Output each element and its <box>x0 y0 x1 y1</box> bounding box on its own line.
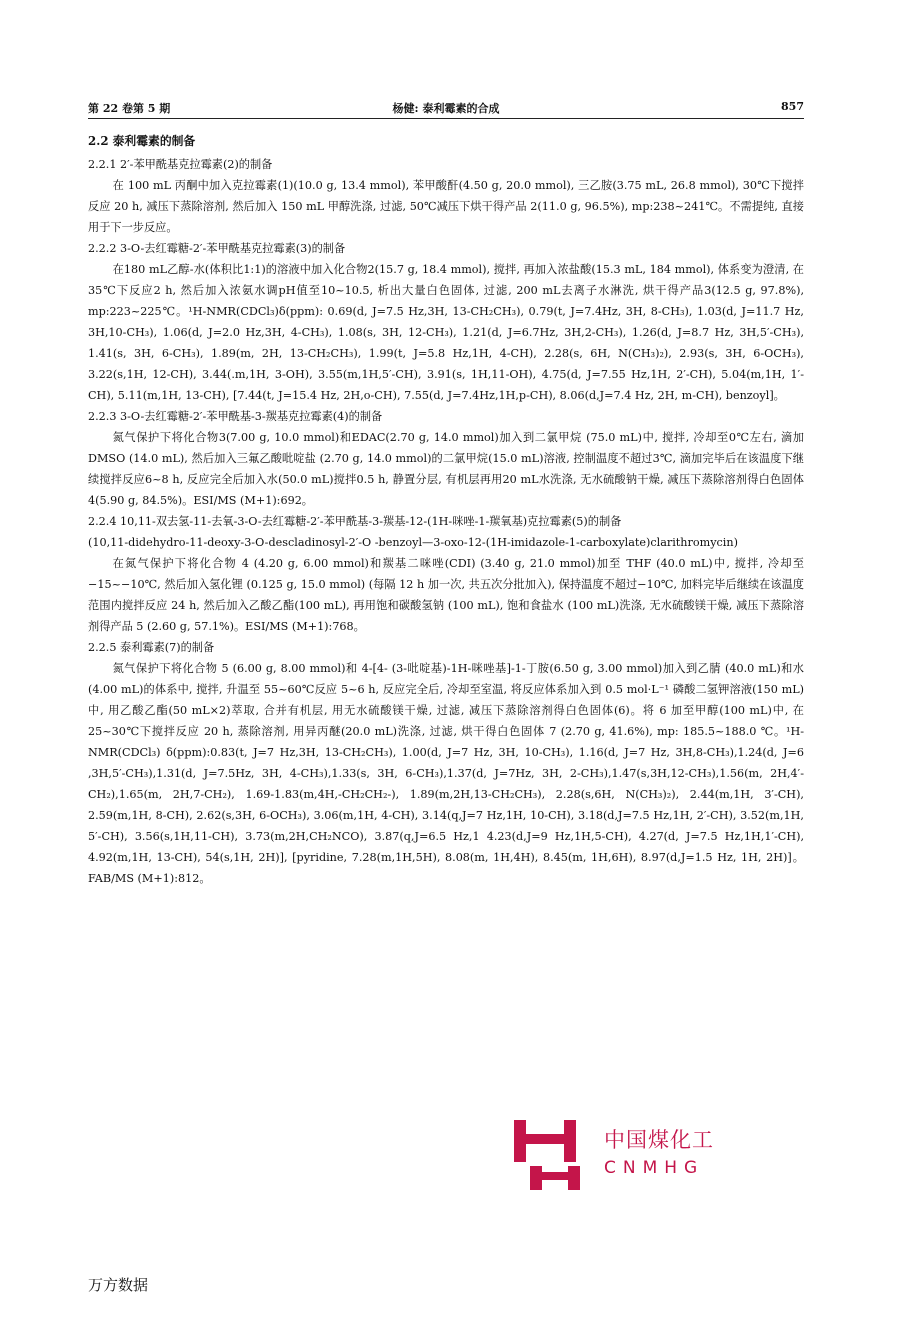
footer-source: 万方数据 <box>88 1276 149 1294</box>
subsection-heading-2-2-5: 2.2.5 泰利霉素(7)的制备 <box>88 641 215 654</box>
subsection-heading-2-2-2: 2.2.2 3-O-去红霉糖-2′-苯甲酰基克拉霉素(3)的制备 <box>88 242 346 255</box>
article-body <box>88 124 804 889</box>
journal-volume: 第 22 卷第 5 期 <box>88 102 171 115</box>
paragraph-2-2-5-main: 氮气保护下将化合物 5 (6.00 g, 8.00 mmol)和 4-[4- (3-吡啶基)-1H-咪唑基]-1-丁胺(6.50 g, 3.00 mmol)加入到乙腈 (40.0 mL)和水 (4.00 mL)的体系中, 搅拌, 升温至 55~60℃反应 5~6 h, 反应完全后, 冷却至室温, 将反应体系加入到 0.5 mol·L⁻¹ 磷酸二氢钾溶液(150 mL)中, 用乙酸乙酯(50 mL×2)萃取, 合并有机层, 用无水硫酸镁干燥, 过滤, 减压下蒸除溶剂得白色固体(6)。将 6 加至甲醇(100 mL)中, 在 25~30℃下搅拌反应 20 h, 蒸除溶剂, 用异丙醚(20.0 mL)洗涤, 过滤, 烘干得白色固体 7 (2.70 g, 41.6%), mp: 185.5~188.0 ℃。¹H-NMR(CDCl₃) δ(ppm):0.83(t, J=7 Hz,3H, 13-CH₂CH₃), 1.00(d, J=7 Hz, 3H, 10-CH₃), 1.16(d, J=7 Hz, 3H,8-CH₃),1.24(d, J=6 ,3H,5′-CH₃),1.31(d, J=7.5Hz, 3H, 4-CH₃),1.33(s, 3H, 6-CH₃),1.37(d, J=7Hz, 3H, 2-CH₃),1.47(s,3H,12-CH₃),1.56(m, 2H,4′-CH₂),1.65(m, 2H,7-CH₂), 1.69-1.83(m,4H,-CH₂CH₂-), 1.89(m,2H,13-CH₂CH₃), 2.28(s,6H, N(CH₃)₂), 2.44(m,1H, 3′-CH), 2.59(m,1H, 8-CH), 2.62(s,3H, 6-OCH₃), 3.06(m,1H, 4-CH), 3.14(q,J=7 Hz,1H, 10-CH), 3.18(d,J=7.5 Hz,1H, 2′-CH), 3.52(m,1H, 5′-CH), 3.56(s,1H,11-CH), 3.73(m,2H,CH₂NCO), 3.87(q,J=6.5 Hz,1 <box>88 662 804 843</box>
subsection-heading-2-2-3: 2.2.3 3-O-去红霉糖-2′-苯甲酰基-3-羰基克拉霉素(4)的制备 <box>88 410 383 423</box>
paragraph-2-2-3: 氮气保护下将化合物3(7.00 g, 10.0 mmol)和EDAC(2.70 g, 14.0 mmol)加入到二氯甲烷 (75.0 mL)中, 搅拌, 冷却至0℃左右, 滴加DMSO (14.0 mL), 然后加入三氟乙酸吡啶盐 (2.70 g, 14.0 mmol)的二氯甲烷(15.0 mL)溶液, 控制温度不超过3℃, 滴加完毕后在该温度下继续搅拌反应6~8 h, 反应完全后加入水(50.0 mL)搅拌0.5 h, 静置分层, 有机层再用20 mL水洗涤, 无水硫酸钠干燥, 减压下蒸除溶剂得白色固体4(5.90 g, 84.5%)。ESI/MS (M+1):692。 <box>88 431 804 507</box>
watermark-logo <box>506 1118 746 1192</box>
watermark-mark-icon <box>506 1120 596 1190</box>
section-heading: 2.2 泰利霉素的制备 <box>88 134 196 148</box>
subsection-heading-2-2-4-english: (10,11-didehydro-11-deoxy-3-O-descladinosyl-2′-O -benzoyl—3-oxo-12-(1H-imidazole-1-carboxylate)clarithromycin) <box>88 536 738 549</box>
paragraph-2-2-4: 在氮气保护下将化合物 4 (4.20 g, 6.00 mmol)和羰基二咪唑(CDI) (3.40 g, 21.0 mmol)加至 THF (40.0 mL)中, 搅拌, 冷却至−15~−10℃, 然后加入氢化锂 (0.125 g, 15.0 mmol) (每隔 12 h 加一次, 共五次分批加入), 保持温度不超过−10℃, 加料完毕后继续在该温度范围内搅拌反应 24 h, 然后加入乙酸乙酯(100 mL), 再用饱和碳酸氢钠 (100 mL), 饱和食盐水 (100 mL)洗涤, 无水硫酸镁干燥, 减压下蒸除溶剂得产品 5 (2.60 g, 57.1%)。ESI/MS (M+1):768。 <box>88 557 804 633</box>
watermark-text-cn: 中国煤化工 <box>604 1128 714 1152</box>
watermark-text-en: CNMHG <box>604 1158 705 1178</box>
paragraph-2-2-5-tail: 4.23(d,J=9 Hz,1H,5-CH), 4.27(d, J=7.5 Hz,1H,1′-CH), 4.92(m,1H, 13-CH), 54(s,1H, 2H)], [pyridine, 7.28(m,1H,5H), 8.08(m, 1H,4H), 8.45(m, 1H,6H), 8.97(d,J=1.5 Hz, 1H, 2H)]。FAB/MS (M+1):812。 <box>88 830 805 885</box>
article-running-title: 杨健: 泰利霉素的合成 <box>392 102 500 115</box>
paragraph-2-2-1: 在 100 mL 丙酮中加入克拉霉素(1)(10.0 g, 13.4 mmol), 苯甲酸酐(4.50 g, 20.0 mmol), 三乙胺(3.75 mL, 26.8 mmol), 30℃下搅拌反应 20 h, 减压下蒸除溶剂, 然后加入 150 mL 甲醇洗涤, 过滤, 50℃减压下烘干得产品 2(11.0 g, 96.5%), mp:238~241℃。不需提纯, 直接用于下一步反应。 <box>88 179 804 234</box>
page-number: 857 <box>781 100 804 113</box>
paragraph-2-2-2: 在180 mL乙醇-水(体积比1:1)的溶液中加入化合物2(15.7 g, 18.4 mmol), 搅拌, 再加入浓盐酸(15.3 mL, 184 mmol), 体系变为澄清, 在35℃下反应2 h, 然后加入浓氨水调pH值至10~10.5, 析出大量白色固体, 过滤, 200 mL去离子水淋洗, 烘干得产品3(12.5 g, 97.8%), mp:223~225℃。¹H-NMR(CDCl₃)δ(ppm): 0.69(d, J=7.5 Hz,3H, 13-CH₂CH₃), 0.79(t, J=7.4Hz, 3H, 8-CH₃), 1.03(d, J=11.7 Hz, 3H,10-CH₃), 1.06(d, J=2.0 Hz,3H, 4-CH₃), 1.08(s, 3H, 12-CH₃), 1.21(d, J=6.7Hz, 3H,2-CH₃), 1.26(d, J=8.7 Hz, 3H,5′-CH₃), 1.41(s, 3H, 6-CH₃), 1.89(m, 2H, 13-CH₂CH₃), 1.99(t, J=5.8 Hz,1H, 4-CH), 2.28(s, 6H, N(CH₃)₂), 2.93(s, 3H, 6-OCH₃), 3.22(s,1H, 12-CH), 3.44(.m,1H, 3-OH), 3.55(m,1H,5′-CH), 3.91(s, 1H,11-OH), 4.75(d, J=7.55 Hz,1H, 2′-CH), 5.04(m,1H, 1′-CH), 5.11(m,1H, 13-CH), [7.44(t, J=15.4 Hz, 2H,o-CH), 7.55(d, J=7.4Hz,1H,p-CH), 8.06(d,J=7.4 Hz, 2H, m-CH), benzoyl]。 <box>88 263 804 402</box>
running-header <box>88 96 804 119</box>
subsection-heading-2-2-1: 2.2.1 2′-苯甲酰基克拉霉素(2)的制备 <box>88 158 273 171</box>
subsection-heading-2-2-4: 2.2.4 10,11-双去氢-11-去氧-3-O-去红霉糖-2′-苯甲酰基-3-羰基-12-(1H-咪唑-1-羰氧基)克拉霉素(5)的制备 <box>88 515 622 528</box>
paragraph-2-2-5 <box>88 658 804 889</box>
